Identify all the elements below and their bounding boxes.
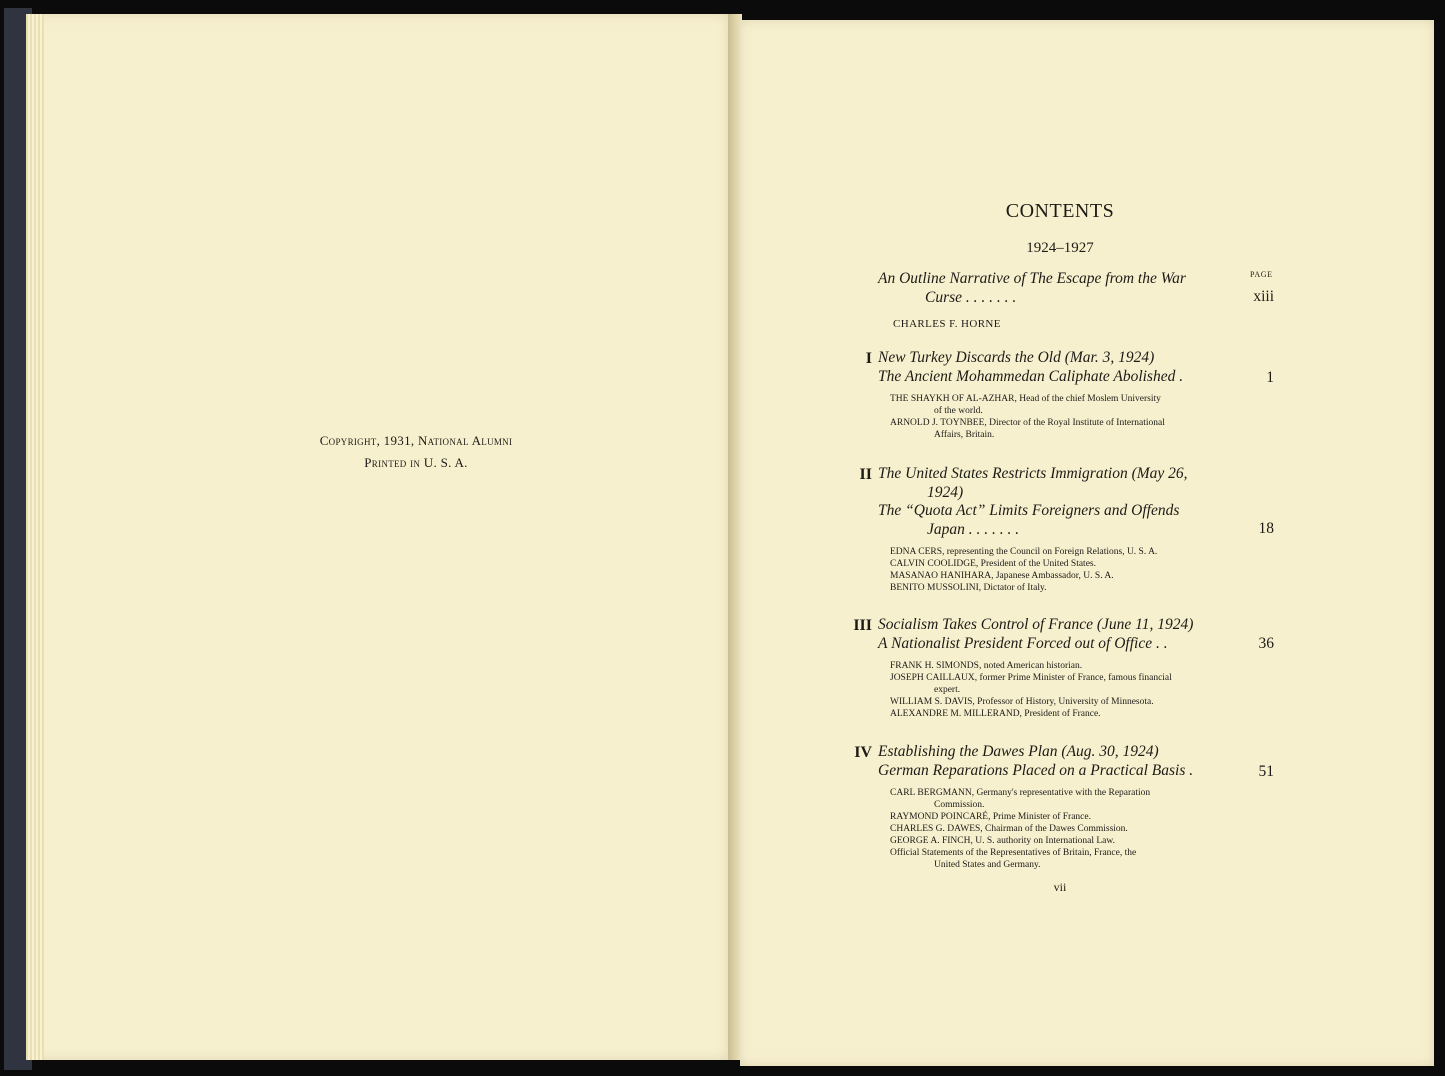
- author-line: ARNOLD J. TOYNBEE, Director of the Royal Institute of International: [890, 418, 1165, 428]
- author-line: expert.: [934, 685, 961, 695]
- page-folio: vii: [1053, 880, 1067, 894]
- chapter-authors: [890, 787, 1240, 871]
- author-line: Official Statements of the Representatives of Britain, France, the: [890, 848, 1137, 858]
- chapter-title-line: New Turkey Discards the Old (Mar. 3, 1924): [878, 349, 1155, 366]
- author-line: JOSEPH CAILLAUX, former Prime Minister of France, famous financial: [890, 673, 1172, 683]
- chapter-numeral: I: [865, 350, 872, 367]
- author-line: WILLIAM S. DAVIS, Professor of History, University of Minnesota.: [890, 697, 1154, 707]
- chapter-title-line: German Reparations Placed on a Practical Basis .: [878, 762, 1194, 779]
- left-page: [26, 14, 728, 1060]
- author-line: of the world.: [934, 406, 983, 416]
- chapter-numeral: II: [859, 466, 872, 483]
- chapter-page-number: 36: [1258, 635, 1274, 652]
- chapter-authors: [890, 393, 1240, 441]
- intro-title-line2: Curse . . . . . . .: [925, 289, 1017, 306]
- copyright-notice: [226, 430, 606, 474]
- chapter-numeral: III: [853, 617, 872, 634]
- author-line: CARL BERGMANN, Germany's representative with the Reparation: [890, 788, 1151, 798]
- chapter-authors: [890, 546, 1240, 594]
- author-line: THE SHAYKH OF AL-AZHAR, Head of the chief Moslem University: [890, 394, 1161, 404]
- page-title: CONTENTS: [1005, 200, 1115, 222]
- author-line: Affairs, Britain.: [934, 430, 995, 440]
- intro-author: CHARLES F. HORNE: [893, 318, 1001, 330]
- author-line: EDNA CERS, representing the Council on Foreign Relations, U. S. A.: [890, 547, 1158, 557]
- author-line: CHARLES G. DAWES, Chairman of the Dawes Commission.: [890, 824, 1128, 834]
- author-line: United States and Germany.: [934, 860, 1041, 870]
- author-line: GEORGE A. FINCH, U. S. authority on International Law.: [890, 836, 1115, 846]
- chapter-page-number: 1: [1266, 369, 1274, 386]
- deckled-page-edge: [26, 14, 44, 1060]
- chapter-title-line: The Ancient Mohammedan Caliphate Abolished .: [878, 368, 1184, 385]
- author-line: MASANAO HANIHARA, Japanese Ambassador, U. S. A.: [890, 571, 1114, 581]
- right-page: [740, 20, 1434, 1066]
- chapter-title-line: The United States Restricts Immigration (May 26,: [878, 465, 1188, 482]
- author-line: CALVIN COOLIDGE, President of the United States.: [890, 559, 1096, 569]
- intro-page-number: xiii: [1253, 288, 1274, 305]
- printed-line: Printed in U. S. A.: [364, 455, 468, 470]
- chapter-title-line: Establishing the Dawes Plan (Aug. 30, 1924): [878, 743, 1159, 760]
- page-column-header: PAGE: [1250, 270, 1273, 279]
- chapter-numeral: IV: [854, 744, 872, 761]
- intro-title-line1: An Outline Narrative of The Escape from the War: [878, 270, 1186, 287]
- chapter-title-line: Japan . . . . . . .: [927, 521, 1020, 538]
- chapter-page-number: 18: [1258, 520, 1274, 537]
- author-line: FRANK H. SIMONDS, noted American historian.: [890, 661, 1083, 671]
- chapter-authors: [890, 660, 1240, 720]
- author-line: RAYMOND POINCARÉ, Prime Minister of France.: [890, 812, 1091, 822]
- author-line: BENITO MUSSOLINI, Dictator of Italy.: [890, 583, 1047, 593]
- chapter-title-line: A Nationalist President Forced out of Office . .: [878, 635, 1168, 652]
- author-line: ALEXANDRE M. MILLERAND, President of France.: [890, 709, 1101, 719]
- chapter-title-line: Socialism Takes Control of France (June 11, 1924): [878, 616, 1194, 633]
- author-line: Commission.: [934, 800, 985, 810]
- copyright-line: Copyright, 1931, National Alumni: [319, 433, 513, 448]
- chapter-title-line: The “Quota Act” Limits Foreigners and Offends: [878, 502, 1180, 519]
- chapter-page-number: 51: [1258, 763, 1274, 780]
- chapter-title-line: 1924): [927, 484, 964, 501]
- year-range: 1924–1927: [1026, 240, 1094, 256]
